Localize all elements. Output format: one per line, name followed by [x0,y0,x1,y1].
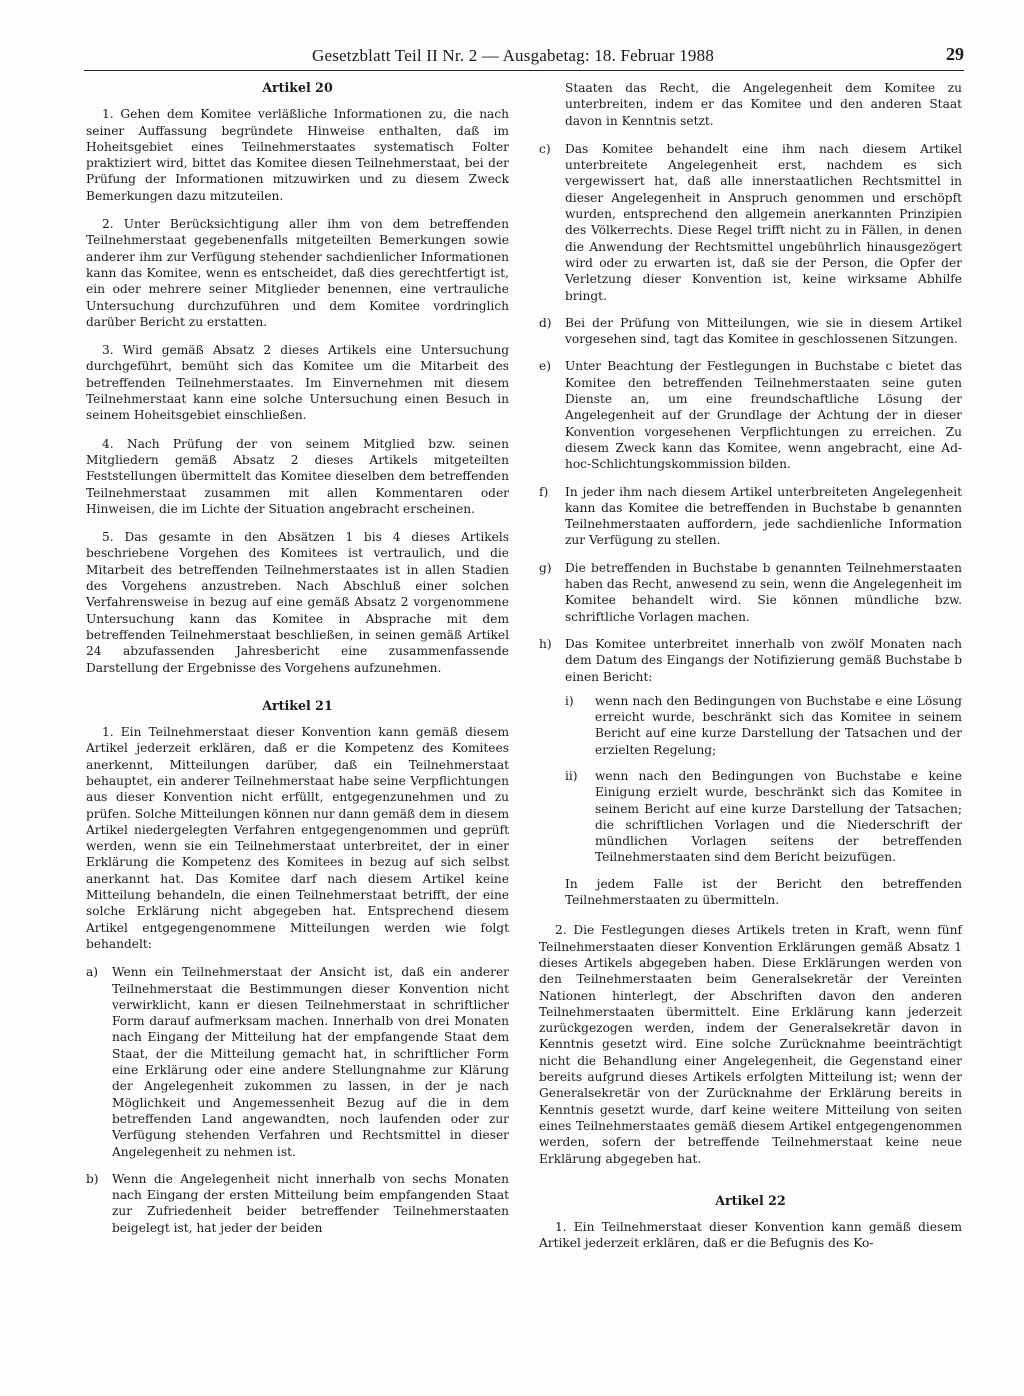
sub-marker-ii: ii) [565,768,578,783]
sub-item-ii [565,768,962,866]
sub-marker-i: i) [565,693,574,708]
list-item-b [86,1171,509,1236]
list-text-e: Unter Beachtung der Festlegungen in Buchstabe c bietet das Komitee den betreffenden Teilnehmerstaaten seine guten Dienste an, um eine freundschaftliche Lösung der Angelegenheit auf der Grundlage der Achtung der in dieser Konvention vorgesehenen Verpflichtungen zu erreichen. Zu diesem Zweck kann das Komitee, wenn angebracht, eine Ad-hoc-Schlichtungskommission bilden. [565,359,962,472]
list-text-c: Das Komitee behandelt eine ihm nach diesem Artikel unterbreitete Angelegenheit erst, nachdem es sich vergewissert hat, daß alle innerstaatlichen Rechtsmittel in dieser Angelegenheit in Anspruch genommen und erschöpft wurden, entsprechend den allgemein anerkannten Prinzipien des Völkerrechts. Diese Regel trifft nicht zu in Fällen, in denen die Anwendung der Rechtsmittel ungebührlich hinausgezögert wird oder zu erwarten ist, daß sie der Person, die Opfer der Verletzung dieser Konvention ist, keine wirksame Abhilfe bringt. [565,141,962,303]
article-21-paragraph-1: 1. Ein Teilnehmerstaat dieser Konvention kann gemäß diesem Artikel jederzeit erklären, daß er die Kompetenz des Komitees anerkennt, Mitteilungen darüber, daß ein Teilnehmerstaat behauptet, ein anderer Teilnehmerstaat habe seine Verpflichtungen aus dieser Konvention nicht erfüllt, entgegenzunehmen und zu prüfen. Solche Mitteilungen können nur dann gemäß dem in diesem Artikel niedergelegten Verfahren entgegengenommen und geprüft werden, wenn sie ein Teilnehmerstaat unterbreitet, der in einer Erklärung die Kompetenz des Komitees in bezug auf sich selbst anerkannt hat. Das Komitee darf nach diesem Artikel keine Mitteilung behandeln, die einen Teilnehmerstaat betrifft, der eine solche Erklärung nicht abgegeben hat. Entsprechend diesem Artikel entgegengenommene Mitteilungen werden wie folgt behandelt: [86,725,510,951]
gazette-title: Gesetzblatt Teil II Nr. 2 — Ausgabetag: 18. Februar 1988 [312,46,715,65]
list-marker-c: c) [539,141,551,156]
article-20-paragraph-3: 3. Wird gemäß Absatz 2 dieses Artikels eine Untersuchung durchgeführt, bemüht sich das Komitee um die Mitarbeit des betreffenden Teilnehmerstaates. Im Einvernehmen mit diesem Teilnehmerstaat kann eine solche Untersuchung einen Besuch in seinem Hoheitsgebiet einschließen. [86,343,509,423]
list-item-a [86,964,509,1160]
list-marker-b: b) [86,1171,99,1186]
list-marker-f: f) [539,484,549,499]
left-column [86,80,509,1247]
article-21-heading: Artikel 21 [262,697,333,713]
list-item-f [539,484,962,549]
article-22-paragraph-1: 1. Ein Teilnehmerstaat dieser Konvention kann gemäß diesem Artikel jederzeit erklären, daß er die Befugnis des Ko- [539,1220,962,1251]
article-20-paragraph-1: 1. Gehen dem Komitee verläßliche Informationen zu, die nach seiner Auffassung begründete Hinweise enthalten, daß im Hoheitsgebiet eines Teilnehmerstaates systematisch Folter praktiziert wird, bittet das Komitee diesen Teilnehmerstaat, bei der Prüfung der Informationen mitzuwirken und zu diesem Zweck Bemerkungen dazu mitzuteilen. [86,107,509,203]
list-marker-e: e) [539,359,551,374]
article-21-paragraph-2: 2. Die Festlegungen dieses Artikels treten in Kraft, wenn fünf Teilnehmerstaaten dieser Konvention Erklärungen gemäß Absatz 1 dieses Artikels abgegeben haben. Diese Erklärungen werden von den Teilnehmerstaaten beim Generalsekretär der Vereinten Nationen hinterlegt, der Abschriften davon den anderen Teilnehmerstaaten übermittelt. Eine Erklärung kann jederzeit zurückgezogen werden, indem der Generalsekretär davon in Kenntnis gesetzt wird. Eine solche Zurücknahme beeinträchtigt nicht die Behandlung einer Angelegenheit, die Gegenstand einer bereits aufgrund dieses Artikels erfolgten Mitteilung ist; wenn der Generalsekretär von der Zurücknahme der Erklärung bereits in Kenntnis gesetzt wurde, darf keine weitere Mitteilung von seiten eines Teilnehmerstaates gemäß diesem Artikel entgegengenommen werden, sofern der betreffende Teilnehmerstaat keine neue Erklärung abgegeben hat. [539,923,962,1166]
list-marker-h: h) [539,636,552,651]
list-text-f: In jeder ihm nach diesem Artikel unterbreiteten Angelegenheit kann das Komitee die betreffenden in Buchstabe b genannten Teilnehmerstaaten auffordern, jede sachdienliche Information zur Verfügung zu stellen. [565,484,962,548]
list-item-h [539,636,962,685]
page-header [84,44,964,71]
article-20-paragraph-2: 2. Unter Berücksichtigung aller ihm von dem betreffenden Teilnehmerstaat gegebenenfalls mitgeteilten Bemerkungen sowie anderer ihm zur Verfügung stehender sachdienlicher Informationen kann das Komitee, wenn es entscheidet, daß dies gerechtfertigt ist, ein oder mehrere seiner Mitglieder benennen, eine vertrauliche Untersuchung durchzuführen und dem Komitee vordringlich darüber Bericht zu erstatten. [86,217,509,329]
right-column [539,80,962,1264]
list-text-a: Wenn ein Teilnehmerstaat der Ansicht ist, daß ein anderer Teilnehmerstaat die Bestimmungen dieser Konvention nicht verwirklicht, kann er diesen Teilnehmerstaat in schriftlicher Form darauf aufmerksam machen. Innerhalb von drei Monaten nach Eingang der Mitteilung hat der empfangende Staat dem Staat, der die Mitteilung gemacht hat, in schriftlicher Form eine Erklärung oder eine andere Stellungnahme zur Klärung der Angelegenheit zukommen zu lassen, in der je nach Möglichkeit und Angemessenheit Bezug auf die in dem betreffenden Land angewandten, noch laufenden oder zur Verfügung stehenden Verfahren und Rechtsmittel in dieser Angelegenheit zu nehmen ist. [112,965,509,1159]
article-22-heading: Artikel 22 [715,1192,786,1208]
article-20-paragraph-4: 4. Nach Prüfung der von seinem Mitglied bzw. seinen Mitgliedern gemäß Absatz 2 dieses Artikels mitgeteilten Feststellungen übermittelt das Komitee dieselben dem betreffenden Teilnehmerstaat zusammen mit allen Kommentaren oder Hinweisen, die im Lichte der Situation angebracht erscheinen. [86,436,509,516]
list-text-g: Die betreffenden in Buchstabe b genannten Teilnehmerstaaten haben das Recht, anwesend zu sein, wenn die Angelegenheit im Komitee behandelt wird. Sie können mündliche bzw. schriftliche Vorlagen machen. [565,560,962,624]
page-number: 29 [946,44,964,64]
sub-text-ii: wenn nach den Bedingungen von Buchstabe e keine Einigung erzielt wurde, beschränkt sich das Komitee in seinem Bericht auf eine kurze Darstellung der Tatsachen; die schriftlichen Vorlagen und die Niederschrift der mündlichen Vorlagen seitens der betreffenden Teilnehmerstaaten sind dem Bericht beizufügen. [595,768,962,865]
list-marker-a: a) [86,965,99,980]
list-text-h: Das Komitee unterbreitet innerhalb von zwölf Monaten nach dem Datum des Eingangs der Notifizierung gemäß Buchstabe b einen Bericht: [565,636,962,684]
list-text-b: Wenn die Angelegenheit nicht innerhalb von sechs Monaten nach Eingang der ersten Mitteilung beim empfangenden Staat zur Zufriedenheit beider betreffender Teilnehmerstaaten beigelegt ist, hat jeder der beiden [112,1171,509,1235]
list-item-b-continued: Staaten das Recht, die Angelegenheit dem Komitee zu unterbreiten, indem er das Komitee und den anderen Staat davon in Kenntnis setzt. [565,81,962,128]
article-20-heading: Artikel 20 [262,80,333,95]
list-item-e [539,358,962,472]
article-20-paragraph-5: 5. Das gesamte in den Absätzen 1 bis 4 dieses Artikels beschriebene Vorgehen des Komitees ist vertraulich, und die Mitarbeit des betreffenden Teilnehmerstaates ist in allen Stadien des Vorgehens anzustreben. Nach Abschluß einer solchen Verfahrensweise in bezug auf eine gemäß Absatz 2 vorgenommene Untersuchung kann das Komitee in Absprache mit dem betreffenden Teilnehmerstaat beschließen, in seinen gemäß Artikel 24 abzufassenden Jahresbericht eine zusammenfassende Darstellung der Ergebnisse des Vorgehens aufzunehmen. [86,530,509,675]
item-h-closing-note: In jedem Falle ist der Bericht den betreffenden Teilnehmerstaaten zu übermitteln. [565,876,962,908]
sub-item-i [565,693,962,758]
list-marker-d: d) [539,315,552,330]
sub-text-i: wenn nach den Bedingungen von Buchstabe e eine Lösung erreicht wurde, beschränkt sich das Komitee in seinem Bericht auf eine kurze Darstellung der Tatsachen und der erzielten Regelung; [595,693,962,757]
list-item-d [539,315,962,348]
list-marker-g: g) [539,560,552,575]
list-item-c [539,141,962,304]
list-item-g [539,560,962,625]
list-text-d: Bei der Prüfung von Mitteilungen, wie sie in diesem Artikel vorgesehen sind, tagt das Komitee in geschlossenen Sitzungen. [565,315,962,347]
